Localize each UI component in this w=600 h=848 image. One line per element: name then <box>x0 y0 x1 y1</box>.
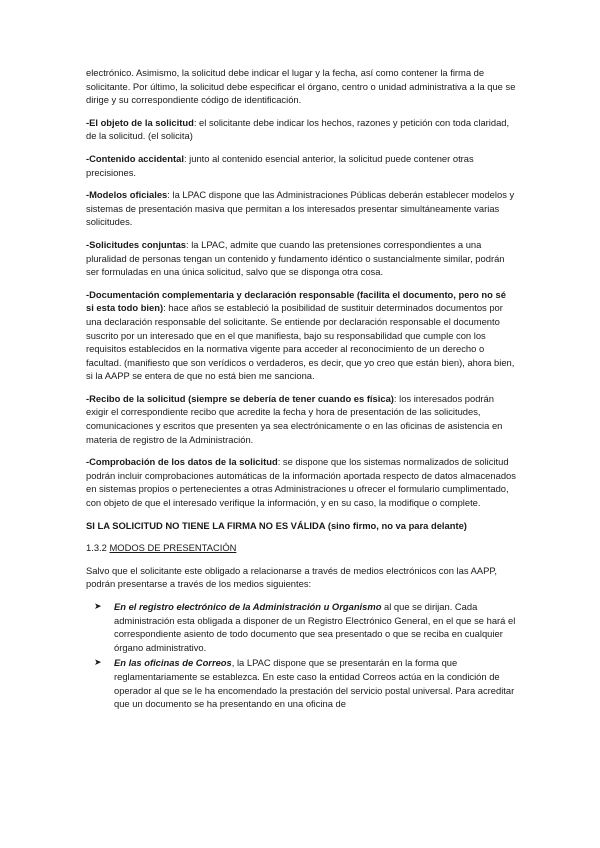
text-contenido: : junto al contenido esencial anterior, la solicitud puede contener otras precisiones. <box>86 152 474 178</box>
text-comprobacion: : se dispone que los sistemas normalizados de solicitud podrán incluir comprobaciones automáticas de la información aportada respecto de datos almacenados en sistemas propios o pertenecientes a otras Administraciones u ofrecer el formulario cumplimentado, con objeto de que el interesado verifique la información, y en su caso, la modifique o complete. <box>86 456 516 509</box>
paragraph-modelos <box>86 188 516 229</box>
text-recibo: : los interesados podrán exigir el correspondiente recibo que acredite la fecha y hora de presentación de las solicitudes, comunicaciones y escritos que presenten ya sea electrónicamente o en las oficinas de asistencia en materia de registro de la Administración. <box>86 392 503 445</box>
paragraph-documentacion <box>86 288 516 383</box>
arrow-bullet-icon: ➤ <box>94 657 102 668</box>
term-contenido: -Contenido accidental <box>86 152 184 164</box>
term-comprobacion: -Comprobación de los datos de la solicitud <box>86 456 278 468</box>
paragraph-objeto <box>86 116 516 143</box>
term-registro: En el registro electrónico de la Administración u Organismo <box>114 601 382 612</box>
list-item <box>86 656 516 710</box>
term-modelos: -Modelos oficiales <box>86 189 168 201</box>
paragraph-comprobacion <box>86 455 516 509</box>
paragraph-contenido <box>86 152 516 179</box>
text-modelos: : la LPAC dispone que las Administraciones Públicas deberán establecer modelos y sistemas de presentación masiva que permitan a los interesados presentar simultáneamente varias solicitudes. <box>86 189 515 228</box>
paragraph-firma-warning: SI LA SOLICITUD NO TIENE LA FIRMA NO ES VÁLIDA (sino firmo, no va para delante) <box>86 519 467 531</box>
presentation-means-list <box>86 600 516 711</box>
paragraph-recibo <box>86 392 516 446</box>
section-title: MODOS DE PRESENTACIÓN <box>109 542 237 554</box>
text-registro: al que se dirijan. Cada administración esta obligada a disponer de un Registro Electrónico General, en el que se hará el correspondiente asiento de todo documento que sea presentado o que se reciba en cualquier órgano administrativo. <box>114 601 516 653</box>
text-correos: , la LPAC dispone que se presentarán en la forma que reglamentariamente se establezca. En este caso la entidad Correos actúa en la condición de operador al que se le ha encomendado la prestación del servicio postal universal. Para acreditar que un documento se ha presentando en una oficina de <box>114 657 515 710</box>
arrow-bullet-icon: ➤ <box>94 601 102 611</box>
term-correos: En las oficinas de Correos <box>114 657 232 669</box>
text-objeto: : el solicitante debe indicar los hechos, razones y petición con toda claridad, de la solicitud. (el solicita) <box>86 116 510 142</box>
term-recibo: -Recibo de la solicitud (siempre se debería de tener cuando es física) <box>86 392 394 404</box>
section-heading <box>86 541 516 555</box>
paragraph-conjuntas <box>86 238 516 279</box>
paragraph-intro: electrónico. Asimismo, la solicitud debe indicar el lugar y la fecha, así como contener la firma de solicitante. Por último, la solicitud debe especificar el órgano, centro o unidad administrativa a la que se dirige y su correspondiente código de identificación. <box>86 67 516 106</box>
text-conjuntas: : la LPAC, admite que cuando las pretensiones correspondientes a una pluralidad de personas tengan un contenido y fundamento idéntico o sustancialmente similar, podrán ser formuladas en una única solicitud, salvo que se disponga otra cosa. <box>86 238 505 278</box>
paragraph-salvo: Salvo que el solicitante este obligado a relacionarse a través de medios electrónicos con las AAPP, podrán presentarse a través de los medios siguientes: <box>86 564 498 590</box>
section-number: 1.3.2 <box>86 542 110 554</box>
term-objeto: -El objeto de la solicitud <box>86 116 194 128</box>
term-conjuntas: -Solicitudes conjuntas <box>86 238 187 250</box>
list-item <box>86 600 516 654</box>
term-documentacion: -Documentación complementaria y declaración responsable (facilita el documento, pero no sé si esta todo bien) <box>86 288 506 314</box>
text-documentacion: : hace años se estableció la posibilidad de sustituir determinados documentos por una declaración responsable del solicitante. Se entiende por declaración responsable el documento suscrito por un interesado que en el que manifiesta, bajo su responsabilidad que cumple con los requisitos establecidos en la normativa vigente para acceder al reconocimiento de un derecho o facultad. (manifiesto que son verídicos o verdaderos, es decir, que yo creo que están bien), ahora bien, si la AAPP se entera de que no está bien me sanciona. <box>86 302 515 382</box>
